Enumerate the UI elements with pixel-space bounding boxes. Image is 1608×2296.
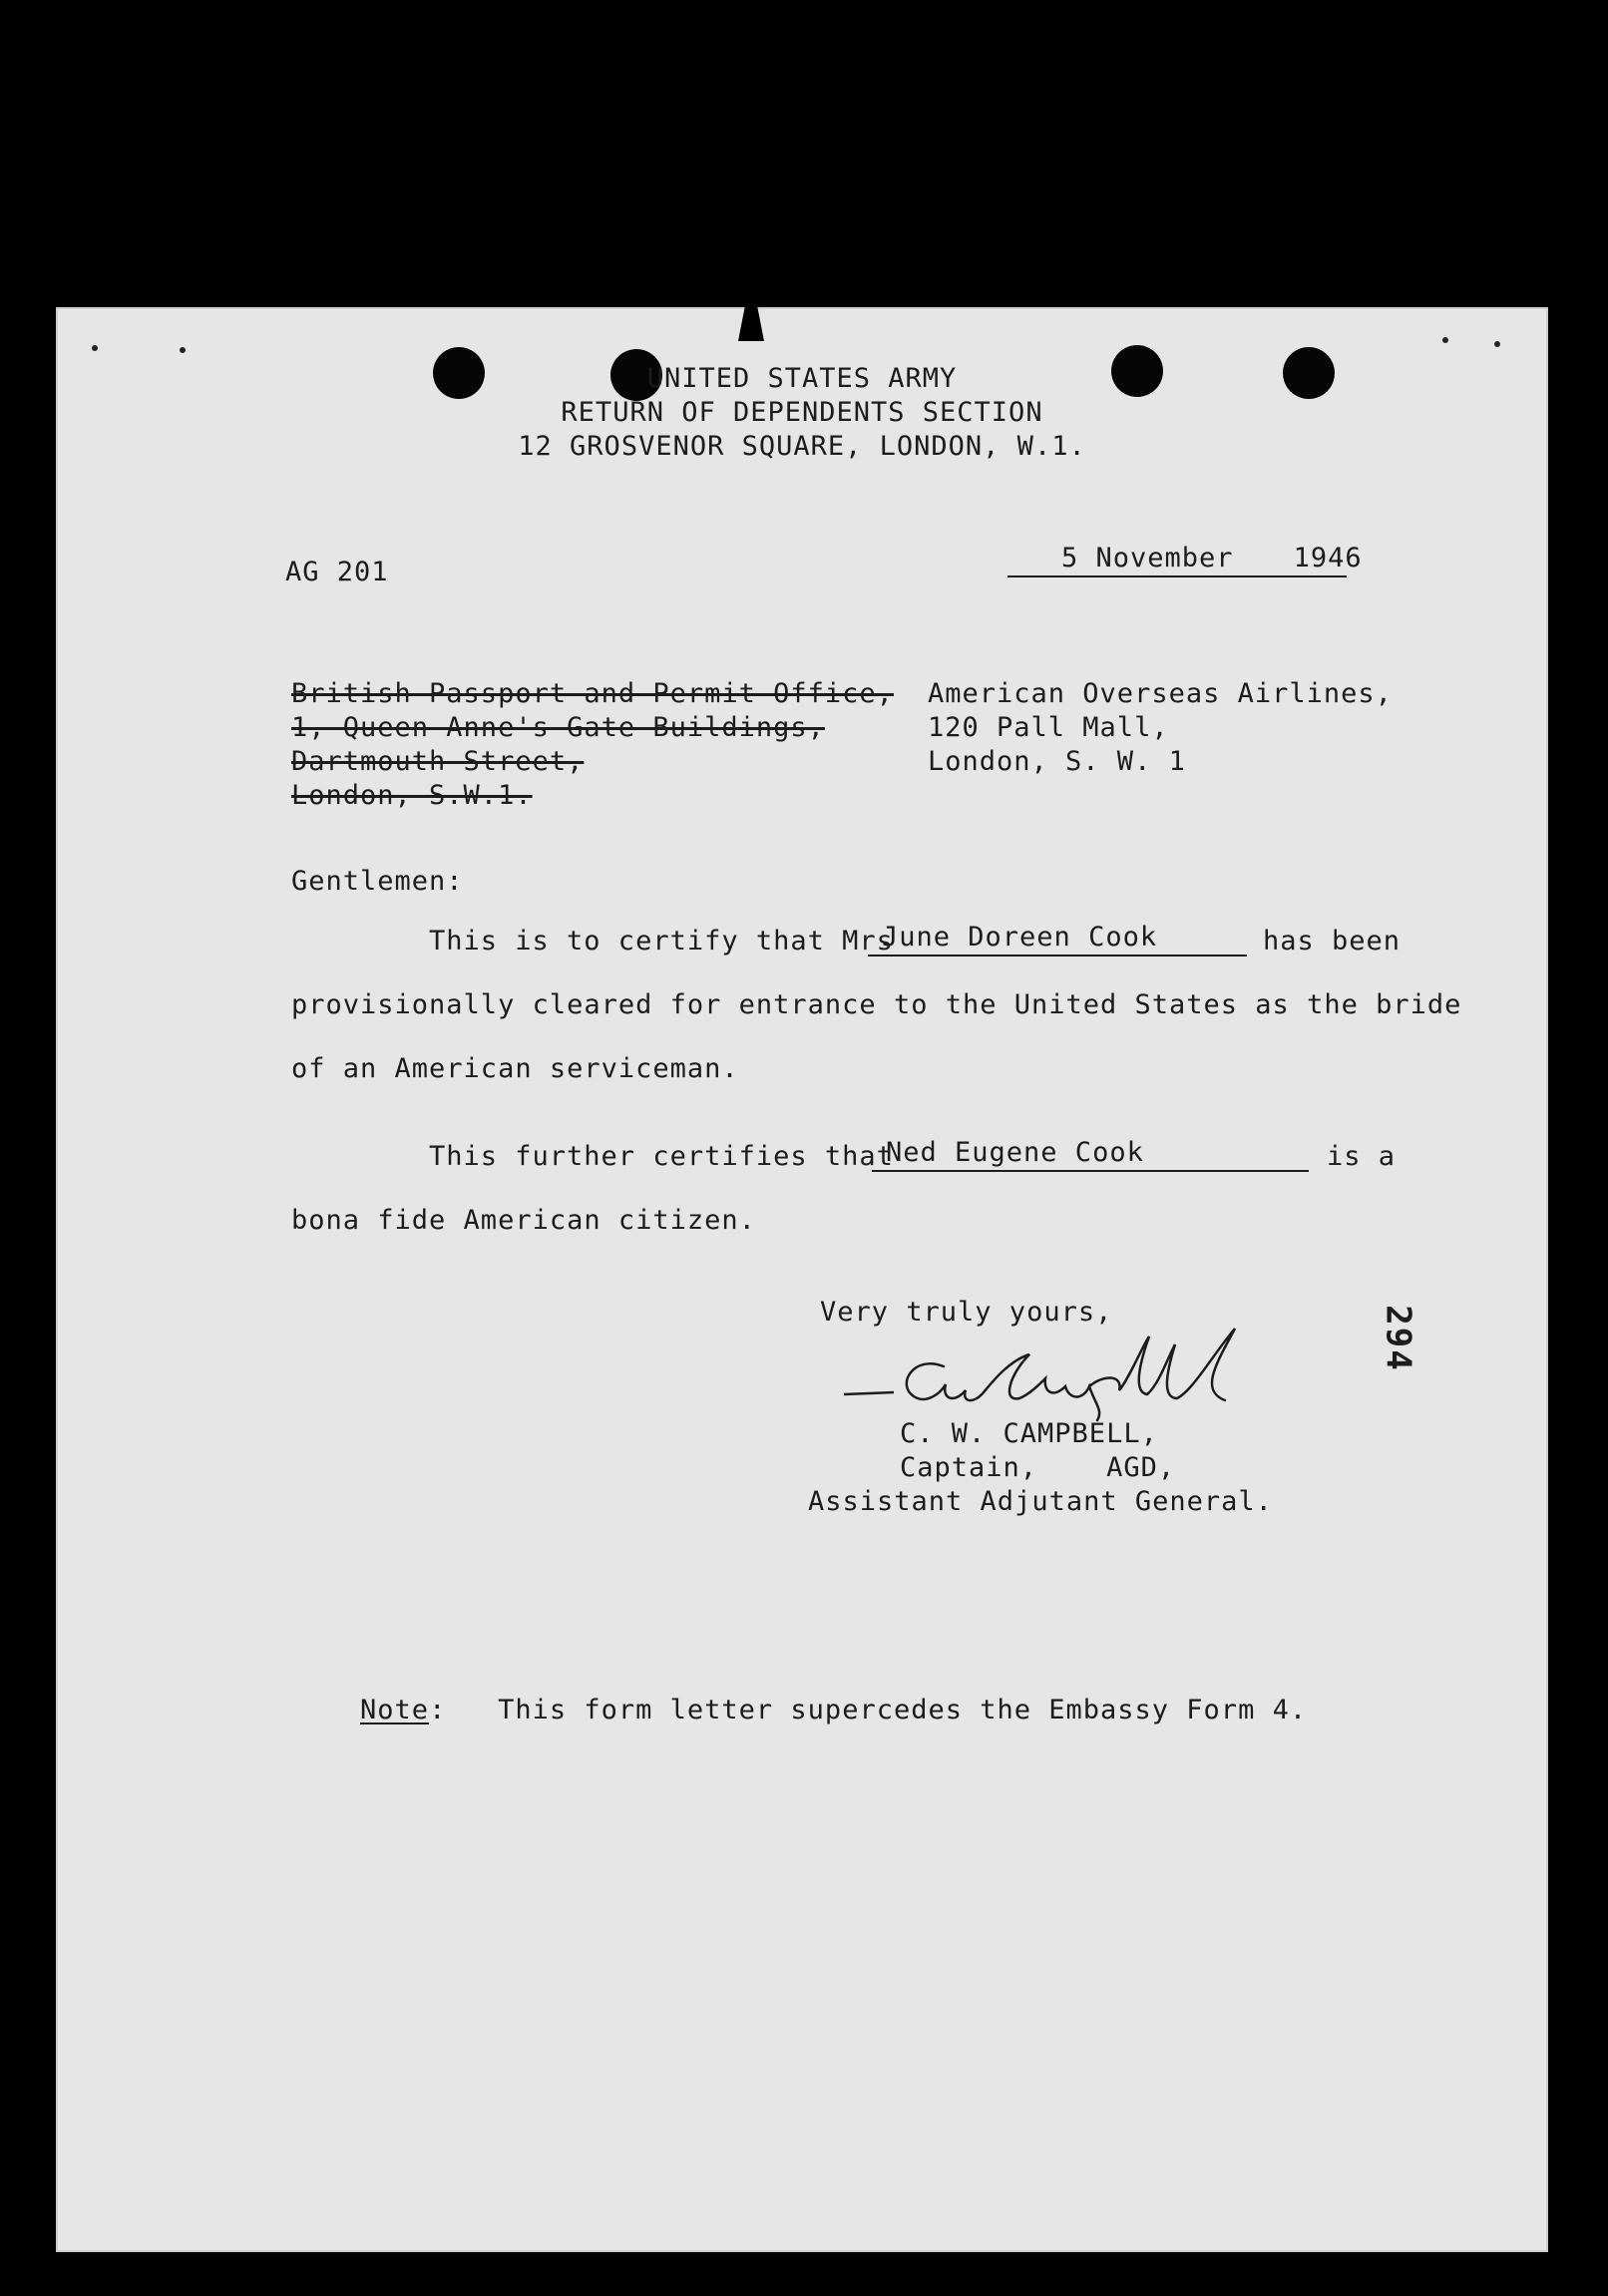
paper-speck [92, 345, 98, 351]
paragraph1-line2: provisionally cleared for entrance to the United States as the bride [291, 989, 1462, 1020]
struck-address-line: London, S.W.1. [291, 780, 533, 811]
struck-address-line: 1, Queen Anne's Gate Buildings, [291, 712, 825, 743]
paper-speck [180, 347, 186, 353]
recipient-address-line: 120 Pall Mall, [928, 712, 1169, 743]
bride-name: June Doreen Cook [882, 922, 1158, 953]
handwritten-signature [834, 1315, 1253, 1424]
recipient-address-line: London, S. W. 1 [928, 746, 1186, 777]
paragraph1-line3: of an American serviceman. [291, 1053, 739, 1084]
note [291, 1670, 1307, 1750]
letter-page [56, 307, 1548, 2252]
struck-address-line: British Passport and Permit Office, [291, 678, 894, 709]
serviceman-name: Ned Eugene Cook [886, 1137, 1144, 1168]
paper-speck [1494, 341, 1500, 347]
signatory-title: Assistant Adjutant General. [808, 1486, 1273, 1517]
archive-stamp-number: 294 [1378, 1305, 1418, 1372]
bride-name-field [868, 924, 1247, 957]
date-line [1007, 543, 1363, 577]
recipient-address-line: American Overseas Airlines, [928, 678, 1393, 709]
paper-speck [1442, 337, 1448, 343]
paragraph1-lead: This is to certify that Mrs [429, 926, 894, 957]
date-day-month: 5 November [1061, 543, 1234, 574]
page-notch [738, 301, 764, 341]
paragraph2-tail: is a [1327, 1141, 1397, 1172]
reference-number: AG 201 [285, 557, 389, 587]
struck-address-line: Dartmouth Street, [291, 746, 585, 777]
letterhead-address: 12 GROSVENOR SQUARE, LONDON, W.1. [518, 431, 1086, 462]
closing: Very truly yours, [820, 1297, 1113, 1328]
letterhead-org: UNITED STATES ARMY [646, 363, 958, 394]
salutation: Gentlemen: [291, 866, 464, 897]
date-year: 1946 [1293, 543, 1363, 574]
serviceman-name-field [872, 1139, 1309, 1172]
paragraph2-line2: bona fide American citizen. [291, 1205, 756, 1236]
note-label: Note [360, 1695, 430, 1725]
signatory-name: C. W. CAMPBELL, [900, 1418, 1158, 1449]
letterhead-section: RETURN OF DEPENDENTS SECTION [561, 397, 1043, 428]
paragraph1-tail: has been [1263, 926, 1402, 957]
paragraph2-lead: This further certifies that [429, 1141, 894, 1172]
note-text: : This form letter supercedes the Embassy Form 4. [429, 1695, 1308, 1725]
signatory-rank: Captain, AGD, [900, 1452, 1176, 1483]
